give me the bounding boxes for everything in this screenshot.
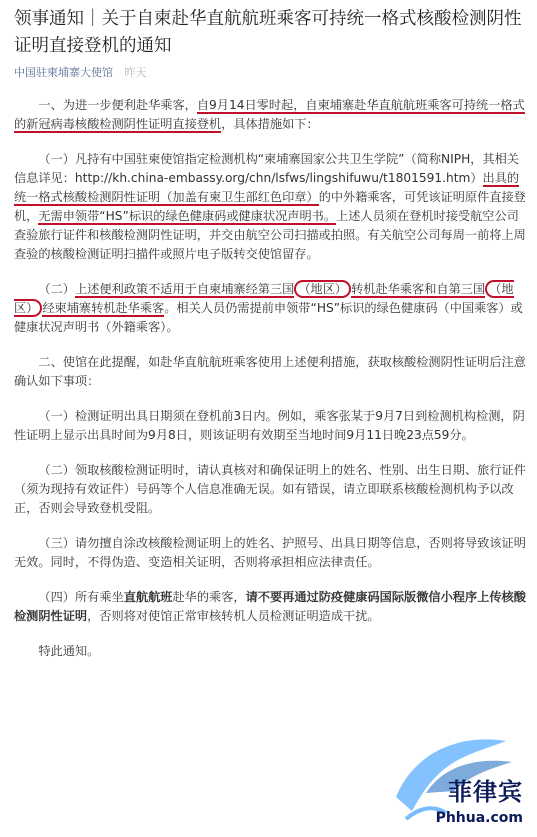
text-span: 的中外籍乘客，可凭该证明原件直接登机，: [14, 190, 526, 223]
paragraph-5: （一）检测证明出具日期须在登机前3日内。例如，乘客张某于9月7日到检测机构检测，阴性证明上显示出具时间为9月8日，则该证明有效期至当地时间9月11日晚23点59分。: [14, 409, 525, 442]
account-name[interactable]: 中国驻柬埔寨大使馆: [14, 66, 113, 79]
highlight-underline: 无需申领带“HS”标识的绿色健康码或健康状况声明书。: [38, 209, 337, 223]
text-span: （一）凡持有中国驻柬使馆指定检测机构“柬埔寨国家公共卫生学院”（简称NIPH，其相关信息详见：http://kh.china-embassy.org/chn/lsfws/lingshifuwu/t1801591.htm）: [14, 152, 519, 185]
watermark-url: Phhua.com: [435, 810, 523, 826]
text-span: 赴华的乘客，: [172, 590, 246, 604]
article-meta: [14, 64, 147, 80]
watermark-brand: 菲律宾: [448, 777, 523, 806]
paragraph-6: （二）领取核酸检测证明时，请认真核对和确保证明上的姓名、性别、出生日期、旅行证件（须为现持有效证件）号码等个人信息准确无误。如有错误，请立即联系核酸检测机构予以改正，否则会导致登机受阻。: [14, 463, 526, 515]
highlight-underline: 自9月14日零时起，自柬埔寨赴华直航航班乘客可持统一格式的新冠病毒核酸检测阴性证明直接登机: [14, 98, 525, 131]
circled-text: （地区）: [14, 282, 514, 315]
paragraph-8: [14, 588, 526, 626]
article-title: 领事通知｜关于自柬赴华直航航班乘客可持统一格式核酸检测阴性证明直接登机的通知: [14, 9, 522, 56]
text-span: （二）: [38, 282, 75, 296]
paragraph-3: [14, 280, 526, 337]
text-span: 。相关人员仍需提前申领带“HS”标识的绿色健康码（中国乘客）或健康状况声明书（外籍乘客）。: [14, 301, 523, 334]
highlight-underline: 出具的统一格式核酸检测阴性证明（加盖有柬卫生部红色印章）: [14, 171, 520, 204]
watermark-logo: [388, 715, 533, 833]
article-body: [14, 96, 526, 677]
paragraph-2: [14, 150, 526, 264]
paragraph-7: （三）请勿擅自涂改核酸检测证明上的姓名、护照号、出具日期等信息，否则将导致该证明无效。同时，不得伪造、变造相关证明，否则将承担相应法律责任。: [14, 536, 526, 569]
paragraph-1: [14, 96, 526, 134]
highlight-underline: 上述便利政策不适用于自柬埔寨经第三国: [74, 282, 295, 296]
text-span: 一、为进一步便利赴华乘客，: [38, 98, 197, 112]
highlight-underline: 经柬埔寨转机赴华乘客: [42, 301, 165, 315]
text-span: ，具体措施如下：: [221, 117, 319, 131]
bold-text: 直航航班: [123, 590, 173, 604]
text-span: ，否则将对使馆正常审核转机人员检测证明造成干扰。: [87, 609, 380, 623]
text-span: （四）所有乘坐: [38, 590, 124, 604]
bold-text: 请不要再通过防疫健康码国际版微信小程序上传核酸检测阴性证明: [14, 590, 526, 623]
circled-text: （地区）: [294, 280, 351, 298]
paragraph-4: 二、使馆在此提醒，如赴华直航航班乘客使用上述便利措施，获取核酸检测阴性证明后注意确认如下事项：: [14, 355, 526, 388]
closing-paragraph: 特此通知。: [38, 644, 100, 658]
text-span: 上述人员须在登机时接受航空公司查验旅行证件和核酸检测阴性证明，并交由航空公司扫描或拍照。有关航空公司每周一前将上周查验的核酸检测证明扫描件或照片电子版转交使馆留存。: [14, 209, 526, 261]
highlight-underline: 转机赴华乘客和自第三国: [351, 282, 486, 296]
publish-date: 昨天: [124, 66, 147, 79]
